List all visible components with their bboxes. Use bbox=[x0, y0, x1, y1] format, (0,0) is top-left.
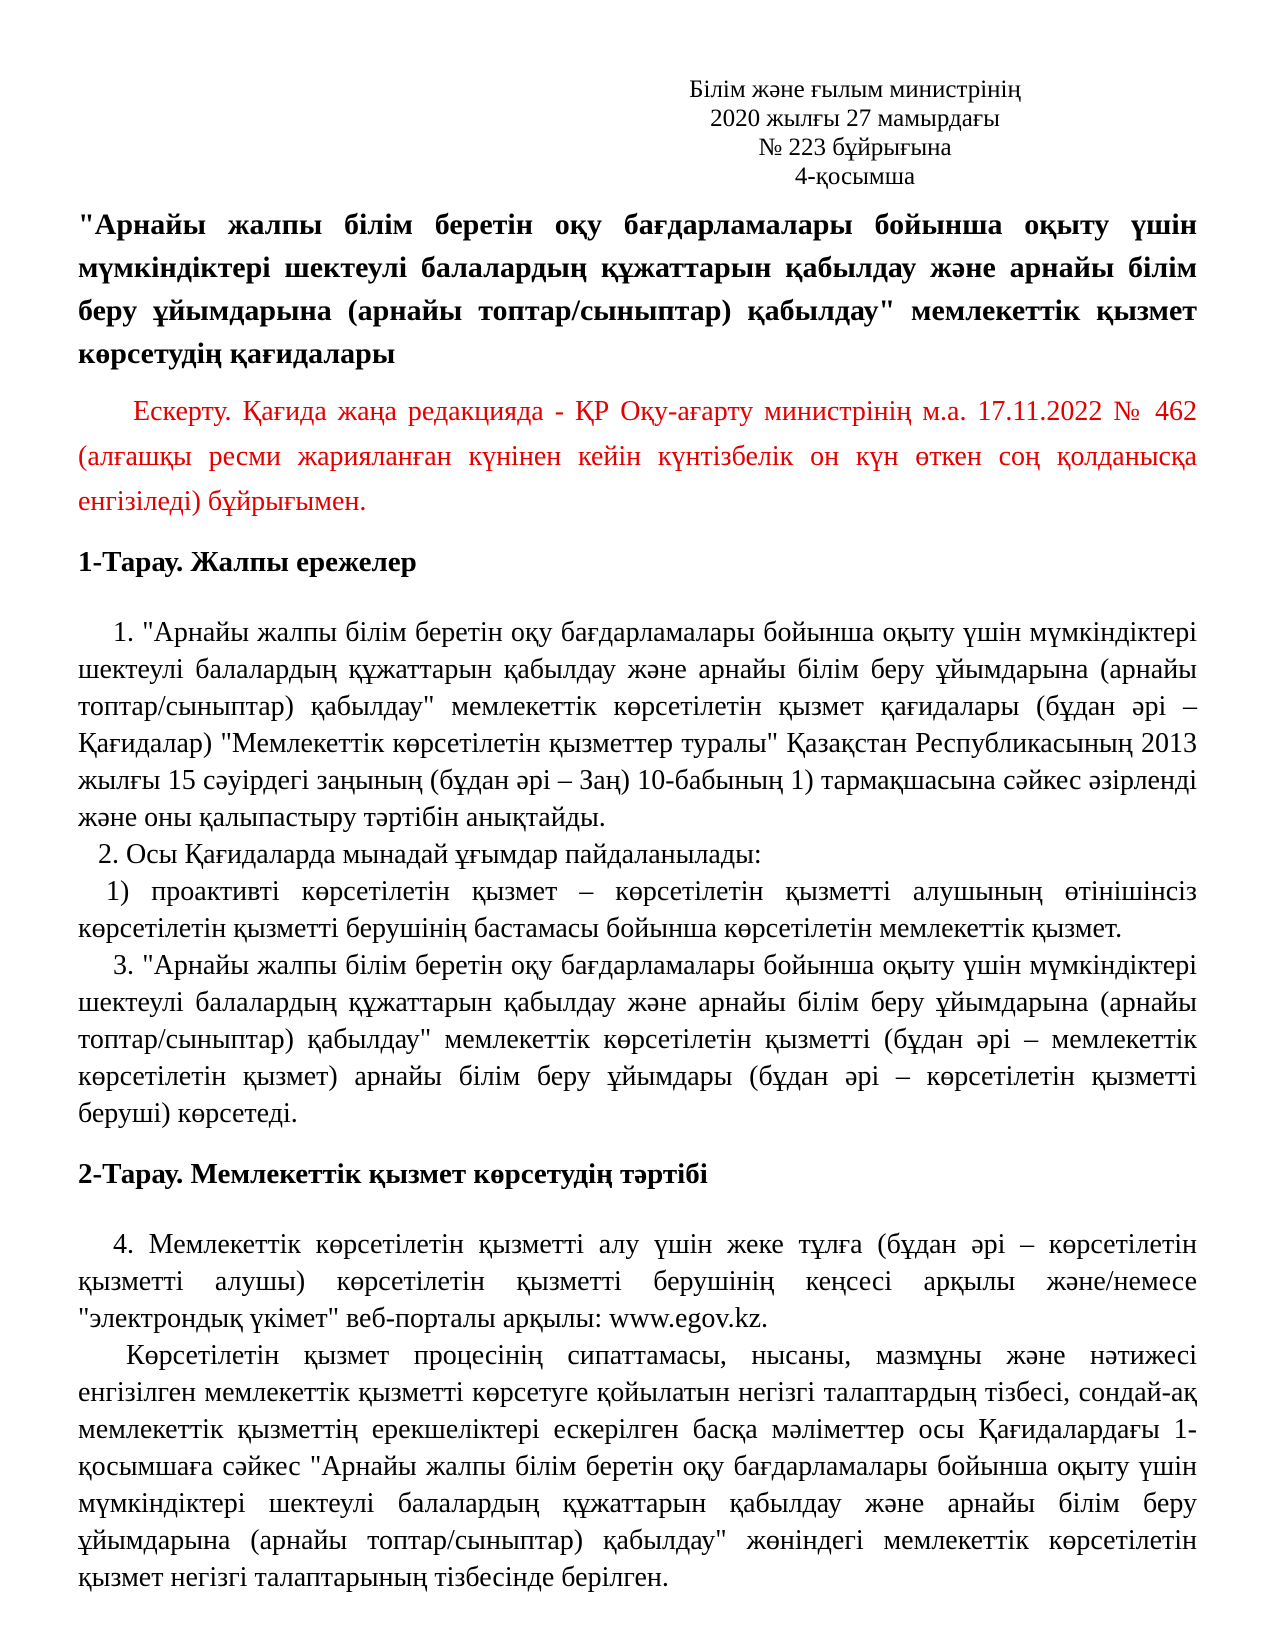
paragraph-3: 3. "Арнайы жалпы білім беретін оқу бағдарламалары бойынша оқыту үшін мүмкіндіктері шектеулі балалардың құжаттарын қабылдау және арнайы білім беру ұйымдарына (арнайы топтар/сыныптар) қабылдау" мемлекеттік көрсетілетін қызметті (бұдан әрі – мемлекеттік көрсетілетін қызмет) арнайы білім беру ұйымдары (бұдан әрі – көрсетілетін қызметті беруші) көрсетеді. bbox=[78, 950, 1197, 1129]
paragraph-4: 4. Мемлекеттік көрсетілетін қызметті алу үшін жеке тұлға (бұдан әрі – көрсетілетін қызметті алушы) көрсетілетін қызметті берушінің кеңсесі арқылы және/немесе "электрондық үкімет" веб-порталы арқылы: www.egov.kz. bbox=[78, 1229, 1197, 1334]
header-line-date: 2020 жылғы 27 мамырдағы bbox=[710, 105, 1000, 132]
paragraph-service-description: Көрсетілетін қызмет процесінің сипаттамасы, нысаны, мазмұны және нәтижесі енгізілген мемлекеттік қызметті көрсетуге қойылатын негізгі талаптардың тізбесі, сондай-ақ мемлекеттік қызметтің ерекшеліктері ескерілген басқа мәліметтер осы Қағидалардағы 1-қосымшаға сәйкес "Арнайы жалпы білім беретін оқу бағдарламалары бойынша оқыту үшін мүмкіндіктері шектеулі балалардың құжаттарын қабылдау және арнайы білім беру ұйымдарына (арнайы топтар/сыныптар) қабылдау" жөніндегі мемлекеттік көрсетілетін қызмет негізгі талаптарының тізбесінде берілген. bbox=[78, 1340, 1197, 1593]
chapter-1-heading: 1-Тарау. Жалпы ережелер bbox=[78, 546, 417, 578]
paragraph-2-subpoint-1: 1) проактивті көрсетілетін қызмет – көрсетілетін қызметті алушының өтінішінсіз көрсетілетін қызметті берушінің бастамасы бойынша көрсетілетін мемлекеттік қызмет. bbox=[78, 876, 1197, 944]
paragraph-2: 2. Осы Қағидаларда мынадай ұғымдар пайдаланылады: bbox=[98, 839, 762, 870]
document-header bbox=[515, 75, 1195, 191]
header-line-ministry: Білім және ғылым министрінің bbox=[689, 76, 1021, 103]
document-title: "Арнайы жалпы білім беретін оқу бағдарламалары бойынша оқыту үшін мүмкіндіктері шектеулі балалардың құжаттарын қабылдау және арнайы білім беру ұйымдарына (арнайы топтар/сыныптар) қабылдау" мемлекеттік қызмет көрсетудің қағидалары bbox=[78, 208, 1197, 370]
paragraph-1: 1. "Арнайы жалпы білім беретін оқу бағдарламалары бойынша оқыту үшін мүмкіндіктері шектеулі балалардың құжаттарын қабылдау және арнайы білім беру ұйымдарына (арнайы топтар/сыныптар) қабылдау" мемлекеттік көрсетілетін қызмет қағидалары (бұдан әрі – Қағидалар) "Мемлекеттік көрсетілетін қызметтер туралы" Қазақстан Республикасының 2013 жылғы 15 сәуірдегі заңының (бұдан әрі – Заң) 10-бабының 1) тармақшасына сәйкес әзірленді және оны қалыпастыру тәртібін анықтайды. bbox=[78, 617, 1197, 833]
amendment-notice: Ескерту. Қағида жаңа редакцияда - ҚР Оқу-ағарту министрінің м.а. 17.11.2022 № 462 (алғашқы ресми жарияланған күнінен кейін күнтізбелік он күн өткен соң қолданысқа енгізіледі) бұйрығымен. bbox=[78, 396, 1197, 517]
header-line-appendix: 4-қосымша bbox=[794, 163, 916, 190]
chapter-2-heading: 2-Тарау. Мемлекеттік қызмет көрсетудің тәртібі bbox=[78, 1158, 708, 1190]
header-line-order-number: № 223 бұйрығына bbox=[758, 134, 952, 161]
